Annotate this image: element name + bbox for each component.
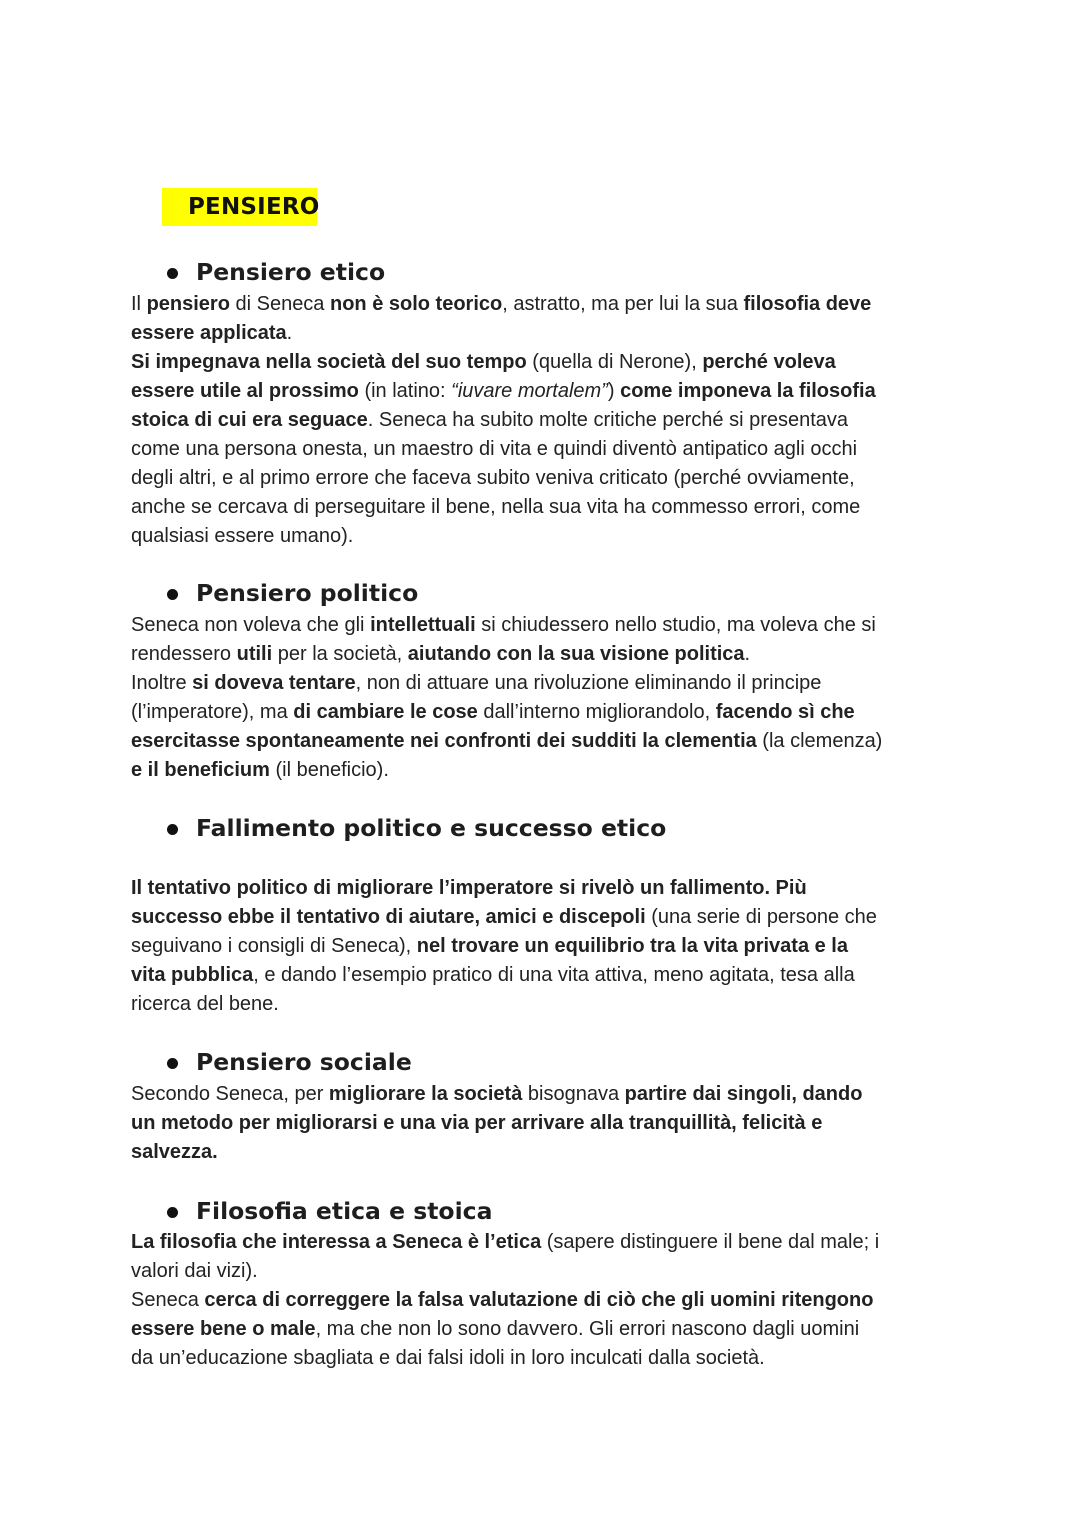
text-run: ricerca del bene.	[131, 993, 279, 1015]
text-line	[131, 756, 971, 785]
text-run: di Seneca	[229, 293, 330, 315]
text-line	[131, 319, 971, 348]
text-line	[131, 932, 971, 961]
text-run: .	[286, 322, 293, 344]
paragraph-pensiero-etico	[131, 290, 971, 551]
text-run: da un’educazione sbagliata e dai falsi idoli in loro inculcati dalla società.	[131, 1347, 765, 1369]
text-run: , astratto, ma per lui la sua	[502, 293, 744, 315]
bold-text: Il tentativo politico di migliorare l’imperatore si rivelò un fallimento. Più	[131, 877, 807, 899]
text-line	[131, 698, 971, 727]
bullet-icon	[167, 589, 178, 600]
bullet-icon	[167, 1058, 178, 1069]
bold-text: intellettuali	[370, 614, 476, 636]
text-run: Inoltre	[131, 672, 193, 694]
text-run: si chiudessero nello studio, ma voleva che si	[475, 614, 876, 636]
text-run: )	[607, 380, 621, 402]
text-run: Secondo Seneca, per	[131, 1083, 329, 1105]
page-title	[162, 188, 320, 226]
text-run: . Seneca ha subito molte critiche perché si presentava	[367, 409, 849, 431]
heading-pensiero-politico	[167, 579, 419, 607]
bold-text: e il beneficium	[131, 759, 270, 781]
bold-text: stoica di cui era seguace	[131, 409, 368, 431]
text-line	[131, 640, 971, 669]
text-run: (sapere distinguere il bene dal male; i	[541, 1231, 880, 1253]
paragraph-filosofia-etica	[131, 1228, 971, 1373]
bold-text: aiutando con la sua visione politica	[407, 643, 745, 665]
bold-text: pensiero	[146, 293, 230, 315]
bold-text: un metodo per migliorarsi e una via per arrivare alla tranquillità, felicità e	[131, 1112, 823, 1134]
bullet-icon	[167, 824, 178, 835]
text-run: , e dando l’esempio pratico di una vita attiva, meno agitata, tesa alla	[253, 964, 855, 986]
text-line	[131, 406, 971, 435]
text-run: qualsiasi essere umano).	[131, 525, 354, 547]
text-line	[131, 669, 971, 698]
text-line	[131, 290, 971, 319]
italic-text: “iuvare mortalem”	[451, 380, 608, 402]
text-run: (la clemenza)	[756, 730, 883, 752]
text-line	[131, 1109, 971, 1138]
paragraph-pensiero-politico	[131, 611, 971, 785]
bold-text: vita pubblica	[131, 964, 254, 986]
heading-text: Pensiero sociale	[196, 1048, 412, 1076]
text-run: come una persona onesta, un maestro di vita e quindi diventò antipatico agli occhi	[131, 438, 858, 460]
text-run: degli altri, e al primo errore che faceva subito veniva criticato (perché ovviamente,	[131, 467, 855, 489]
text-line	[131, 1228, 971, 1257]
bold-text: filosofia deve	[743, 293, 872, 315]
bold-text: nel trovare un equilibrio tra la vita privata e la	[416, 935, 848, 957]
text-run: valori dai vizi).	[131, 1260, 258, 1282]
text-run: anche se cercava di perseguitare il bene, nella sua vita ha commesso errori, come	[131, 496, 861, 518]
bold-text: salvezza.	[131, 1141, 218, 1163]
text-run: seguivano i consigli di Seneca),	[131, 935, 417, 957]
page-title-text: PENSIERO	[188, 194, 320, 220]
text-run: (in latino:	[358, 380, 452, 402]
bold-text: successo ebbe il tentativo di aiutare, amici e discepoli	[131, 906, 646, 928]
text-line	[131, 464, 971, 493]
bold-text: essere applicata	[131, 322, 287, 344]
text-line	[131, 1257, 971, 1286]
bold-text: essere bene o male	[131, 1318, 316, 1340]
bold-text: migliorare la società	[328, 1083, 523, 1105]
bold-text: non è solo teorico	[330, 293, 503, 315]
heading-text: Filosofia etica e stoica	[196, 1197, 493, 1225]
text-run: Il	[131, 293, 147, 315]
heading-pensiero-etico	[167, 258, 386, 286]
text-line	[131, 1344, 971, 1373]
text-line	[131, 348, 971, 377]
text-run: (una serie di persone che	[645, 906, 877, 928]
bullet-icon	[167, 1207, 178, 1218]
bold-text: esercitasse spontaneamente nei confronti dei sudditi la clementia	[131, 730, 757, 752]
text-run: bisognava	[522, 1083, 625, 1105]
paragraph-pensiero-sociale	[131, 1080, 971, 1167]
bold-text: utili	[236, 643, 273, 665]
heading-fallimento-politico	[167, 814, 667, 842]
text-line	[131, 493, 971, 522]
bold-text: si doveva tentare	[192, 672, 356, 694]
heading-pensiero-sociale	[167, 1048, 412, 1076]
text-run: (l’imperatore), ma	[131, 701, 294, 723]
text-line	[131, 727, 971, 756]
paragraph-fallimento-politico	[131, 874, 971, 1019]
text-line	[131, 874, 971, 903]
text-run: , non di attuare una rivoluzione eliminando il principe	[355, 672, 822, 694]
text-line	[131, 1138, 971, 1167]
text-run: Seneca non voleva che gli	[131, 614, 371, 636]
text-run: Seneca	[131, 1289, 205, 1311]
text-line	[131, 435, 971, 464]
text-run: (quella di Nerone),	[526, 351, 703, 373]
text-line	[131, 990, 971, 1019]
text-run: per la società,	[272, 643, 408, 665]
bold-text: perché voleva	[702, 351, 836, 373]
heading-filosofia-etica	[167, 1197, 493, 1225]
bullet-icon	[167, 268, 178, 279]
text-line	[131, 903, 971, 932]
text-line	[131, 961, 971, 990]
bold-text: come imponeva la filosofia	[620, 380, 876, 402]
text-line	[131, 522, 971, 551]
text-run: dall’interno migliorandolo,	[477, 701, 716, 723]
text-run: , ma che non lo sono davvero. Gli errori nascono dagli uomini	[315, 1318, 860, 1340]
bold-text: facendo sì che	[715, 701, 855, 723]
heading-text: Pensiero etico	[196, 258, 386, 286]
heading-text: Pensiero politico	[196, 579, 419, 607]
text-line	[131, 611, 971, 640]
text-line	[131, 1080, 971, 1109]
bold-text: di cambiare le cose	[293, 701, 478, 723]
text-line	[131, 377, 971, 406]
heading-text: Fallimento politico e successo etico	[196, 814, 667, 842]
text-line	[131, 1286, 971, 1315]
text-run: (il beneficio).	[269, 759, 389, 781]
text-line	[131, 1315, 971, 1344]
text-run: .	[744, 643, 751, 665]
bold-text: La filosofia che interessa a Seneca è l’etica	[131, 1231, 542, 1253]
bold-text: cerca di correggere la falsa valutazione di ciò che gli uomini ritengono	[204, 1289, 874, 1311]
bold-text: Si impegnava nella società del suo tempo	[131, 351, 527, 373]
bold-text: essere utile al prossimo	[131, 380, 359, 402]
bold-text: partire dai singoli, dando	[624, 1083, 863, 1105]
text-run: rendessero	[131, 643, 237, 665]
